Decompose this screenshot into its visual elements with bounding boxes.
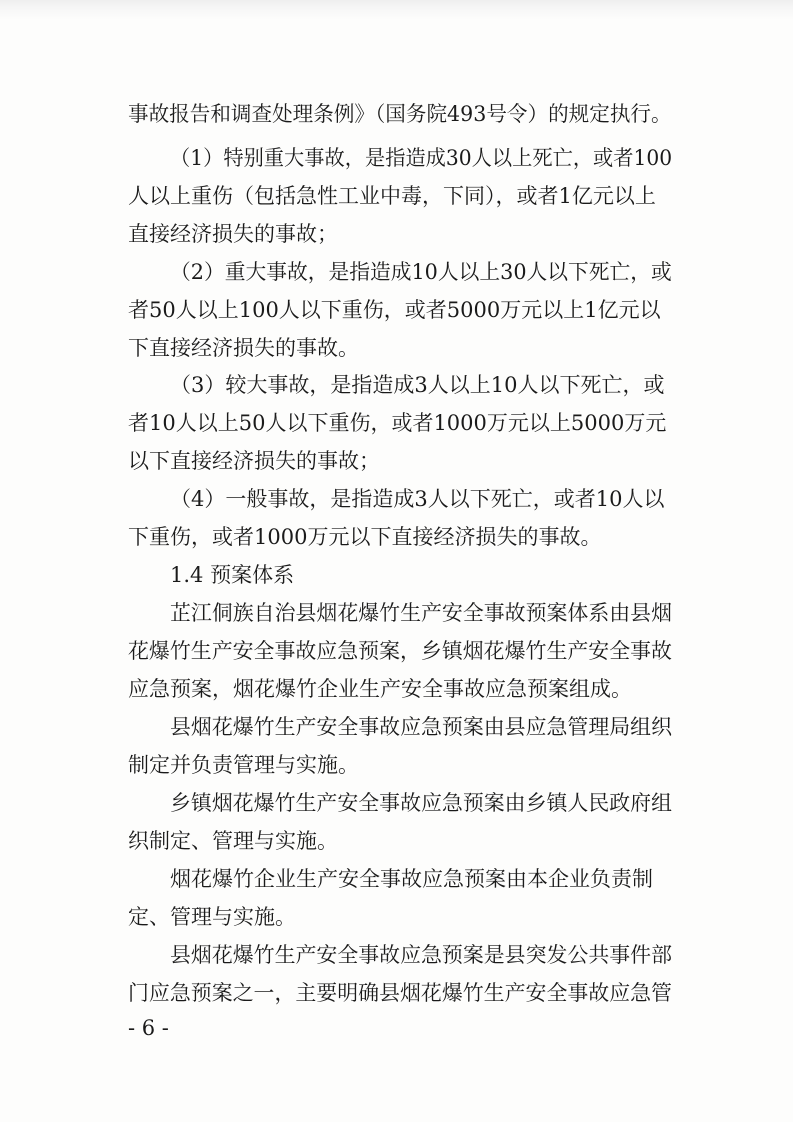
- text-line: 芷江侗族自治县烟花爆竹生产安全事故预案体系由县烟: [170, 601, 672, 625]
- text-line: 门应急预案之一，主要明确县烟花爆竹生产安全事故应急管: [128, 981, 672, 1005]
- text-line: 花爆竹生产安全事故应急预案，乡镇烟花爆竹生产安全事故: [128, 639, 672, 663]
- text-line: 制定并负责管理与实施。: [128, 753, 359, 777]
- text-line: 定、管理与实施。: [128, 905, 296, 929]
- text-line: 应急预案，烟花爆竹企业生产安全事故应急预案组成。: [128, 677, 632, 701]
- text-line: （3）较大事故，是指造成3人以上10人以下死亡，或: [170, 373, 665, 397]
- text-line: 者50人以上100人以下重伤，或者5000万元以上1亿元以: [128, 298, 661, 322]
- text-line: 县烟花爆竹生产安全事故应急预案是县突发公共事件部: [170, 943, 672, 967]
- page-number: - 6 -: [128, 1016, 169, 1040]
- text-line: 直接经济损失的事故；: [128, 222, 338, 246]
- text-line: 事故报告和调查处理条例》（国务院493号令）的规定执行。: [128, 102, 672, 126]
- scan-edge: [0, 0, 793, 20]
- text-line: 烟花爆竹企业生产安全事故应急预案由本企业负责制: [170, 867, 653, 891]
- text-line: 县烟花爆竹生产安全事故应急预案由县应急管理局组织: [170, 715, 672, 739]
- text-line: （2）重大事故，是指造成10人以上30人以下死亡，或: [170, 260, 672, 284]
- section-heading: 1.4 预案体系: [170, 563, 295, 587]
- text-line: （4）一般事故，是指造成3人以下死亡，或者10人以: [170, 487, 665, 511]
- text-line: 以下直接经济损失的事故；: [128, 449, 380, 473]
- text-line: 乡镇烟花爆竹生产安全事故应急预案由乡镇人民政府组: [170, 791, 672, 815]
- text-line: 织制定、管理与实施。: [128, 829, 338, 853]
- text-line: 者10人以上50人以下重伤，或者1000万元以上5000万元: [128, 411, 667, 435]
- text-line: 下直接经济损失的事故。: [128, 336, 359, 360]
- text-line: 人以上重伤（包括急性工业中毒，下同），或者1亿元以上: [128, 184, 656, 208]
- text-line: 下重伤，或者1000万元以下直接经济损失的事故。: [128, 525, 602, 549]
- text-line: （1）特别重大事故，是指造成30人以上死亡，或者100: [170, 146, 673, 170]
